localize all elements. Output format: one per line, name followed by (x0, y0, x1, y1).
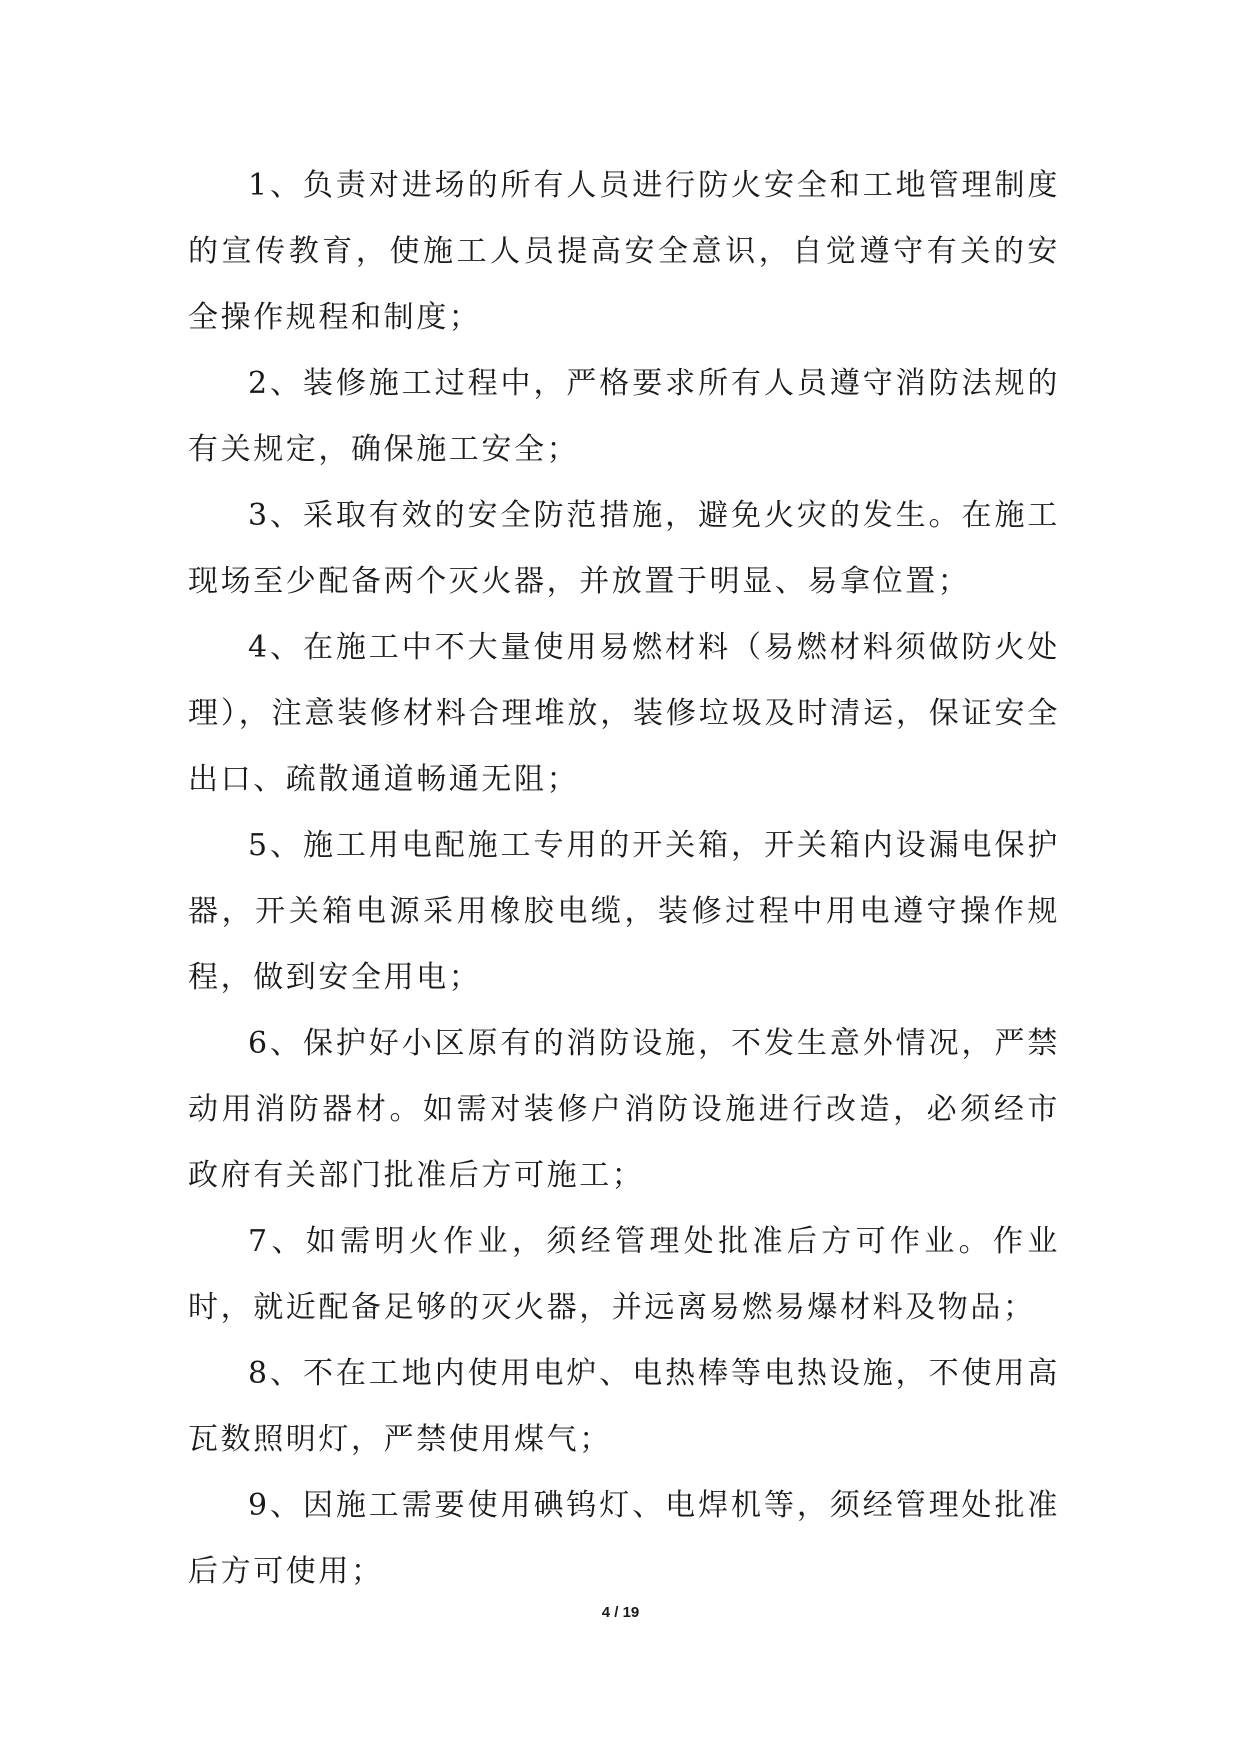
document-body (188, 153, 1060, 1605)
paragraph-9: 9、因施工需要使用碘钨灯、电焊机等，须经管理处批准后方可使用； (188, 1488, 1060, 1589)
paragraph-1: 1、负责对进场的所有人员进行防火安全和工地管理制度的宣传教育，使施工人员提高安全意识，自觉遵守有关的安全操作规程和制度； (188, 168, 1060, 335)
paragraph-5: 5、施工用电配施工专用的开关箱，开关箱内设漏电保护器，开关箱电源采用橡胶电缆，装修过程中用电遵守操作规程，做到安全用电； (188, 828, 1060, 995)
paragraph-7: 7、如需明火作业，须经管理处批准后方可作业。作业时，就近配备足够的灭火器，并远离易燃易爆材料及物品； (188, 1224, 1060, 1325)
page-number: 4 / 19 (601, 1604, 640, 1621)
paragraph-8: 8、不在工地内使用电炉、电热棒等电热设施，不使用高瓦数照明灯，严禁使用煤气； (188, 1356, 1060, 1457)
paragraph-4: 4、在施工中不大量使用易燃材料（易燃材料须做防火处理），注意装修材料合理堆放，装修垃圾及时清运，保证安全出口、疏散通道畅通无阻； (188, 630, 1060, 797)
paragraph-6: 6、保护好小区原有的消防设施，不发生意外情况，严禁动用消防器材。如需对装修户消防设施进行改造，必须经市政府有关部门批准后方可施工； (188, 1026, 1060, 1193)
paragraph-3: 3、采取有效的安全防范措施，避免火灾的发生。在施工现场至少配备两个灭火器，并放置于明显、易拿位置； (188, 498, 1060, 599)
paragraph-2: 2、装修施工过程中，严格要求所有人员遵守消防法规的有关规定，确保施工安全； (188, 366, 1060, 467)
